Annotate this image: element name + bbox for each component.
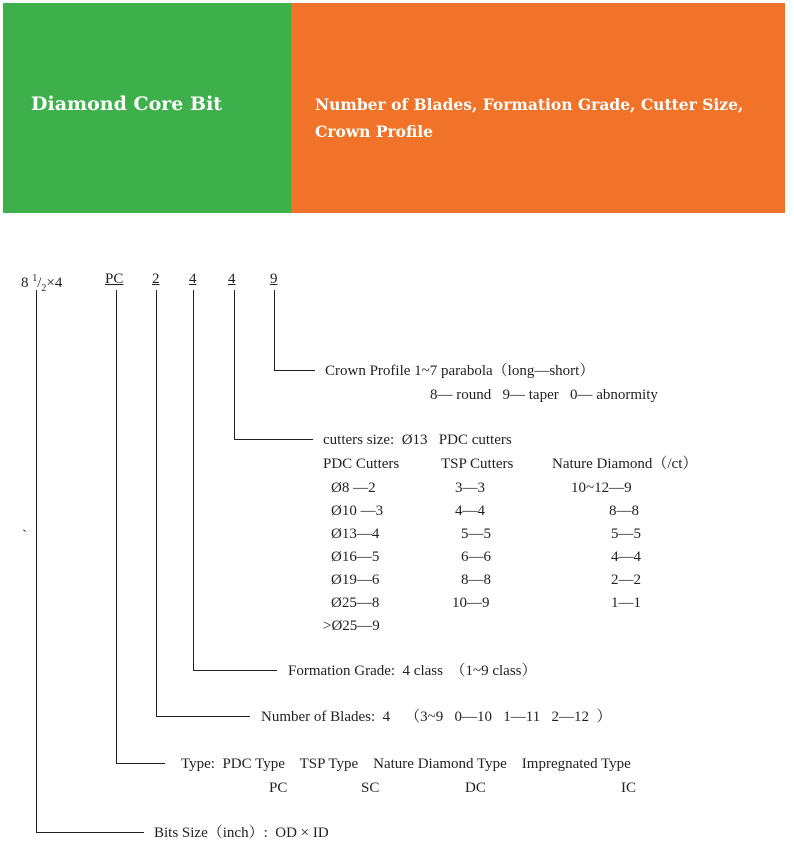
nature-cell: 1—1 bbox=[611, 595, 641, 611]
formation-code: 4 bbox=[189, 271, 197, 287]
number-of-blades-text: Number of Blades: 4 （3~9 0—10 1—11 2—12 ） bbox=[261, 709, 612, 725]
crown-profile-line2: 8— round 9— taper 0— abnormity bbox=[430, 387, 658, 403]
tsp-cell: 5—5 bbox=[461, 526, 491, 542]
pdc-cell: Ø13—4 bbox=[331, 526, 380, 542]
tsp-cell: 4—4 bbox=[455, 503, 485, 519]
nature-cell: 5—5 bbox=[611, 526, 641, 542]
nature-cell: 8—8 bbox=[609, 503, 639, 519]
tsp-cell: 3—3 bbox=[455, 480, 485, 496]
pdc-cell: Ø19—6 bbox=[331, 572, 380, 588]
crown-connector bbox=[275, 290, 316, 371]
size-denominator: 2 bbox=[41, 283, 47, 294]
type-connector bbox=[117, 290, 166, 764]
formation-grade-text: Formation Grade: 4 class （1~9 class） bbox=[288, 663, 537, 679]
col-header-nature: Nature Diamond（/ct） bbox=[552, 456, 698, 472]
cutters-heading: cutters size: Ø13 PDC cutters bbox=[323, 432, 512, 448]
tsp-cell: 8—8 bbox=[461, 572, 491, 588]
bits-size-connector bbox=[37, 290, 145, 833]
crown-profile-line1: Crown Profile 1~7 parabola（long—short） bbox=[325, 363, 595, 379]
crown-code: 9 bbox=[270, 271, 278, 287]
nature-cell: 10~12—9 bbox=[571, 480, 632, 496]
size-rest: ×4 bbox=[46, 275, 63, 291]
size-whole: 8 bbox=[21, 275, 29, 291]
cutter-connector bbox=[235, 290, 314, 440]
type-code: PC bbox=[105, 271, 124, 287]
type-code-sc: SC bbox=[361, 780, 380, 796]
pdc-cell: Ø16—5 bbox=[331, 549, 380, 565]
col-header-pdc: PDC Cutters bbox=[323, 456, 400, 472]
tsp-cell: 10—9 bbox=[452, 595, 490, 611]
cutter-code: 4 bbox=[228, 271, 236, 287]
type-code-dc: DC bbox=[465, 780, 486, 796]
type-code-pc: PC bbox=[269, 780, 288, 796]
nature-cell: 2—2 bbox=[611, 572, 641, 588]
pdc-cell: Ø10 —3 bbox=[331, 503, 384, 519]
blades-code: 2 bbox=[152, 271, 160, 287]
bits-size-text: Bits Size（inch）: OD × ID bbox=[154, 825, 329, 841]
stray-mark: ` bbox=[22, 528, 27, 544]
blades-connector bbox=[157, 290, 251, 717]
banner-subtitle-line1: Number of Blades, Formation Grade, Cutter Size, bbox=[315, 95, 744, 114]
col-header-tsp: TSP Cutters bbox=[441, 456, 514, 472]
size-numerator: 1 bbox=[32, 273, 38, 284]
type-text: Type: PDC Type TSP Type Nature Diamond Type Impregnated Type bbox=[181, 756, 631, 772]
tsp-cell: 6—6 bbox=[461, 549, 491, 565]
size-code: 8 $^1/_2\times 4$ bbox=[21, 273, 63, 294]
type-code-ic: IC bbox=[621, 780, 636, 796]
banner-subtitle-line2: Crown Profile bbox=[315, 122, 434, 141]
pdc-cell: Ø25—8 bbox=[331, 595, 380, 611]
nature-cell: 4—4 bbox=[611, 549, 641, 565]
pdc-cell: >Ø25—9 bbox=[323, 618, 380, 634]
banner-title: Diamond Core Bit bbox=[31, 93, 223, 115]
formation-connector bbox=[194, 290, 278, 671]
pdc-cell: Ø8 —2 bbox=[331, 480, 376, 496]
